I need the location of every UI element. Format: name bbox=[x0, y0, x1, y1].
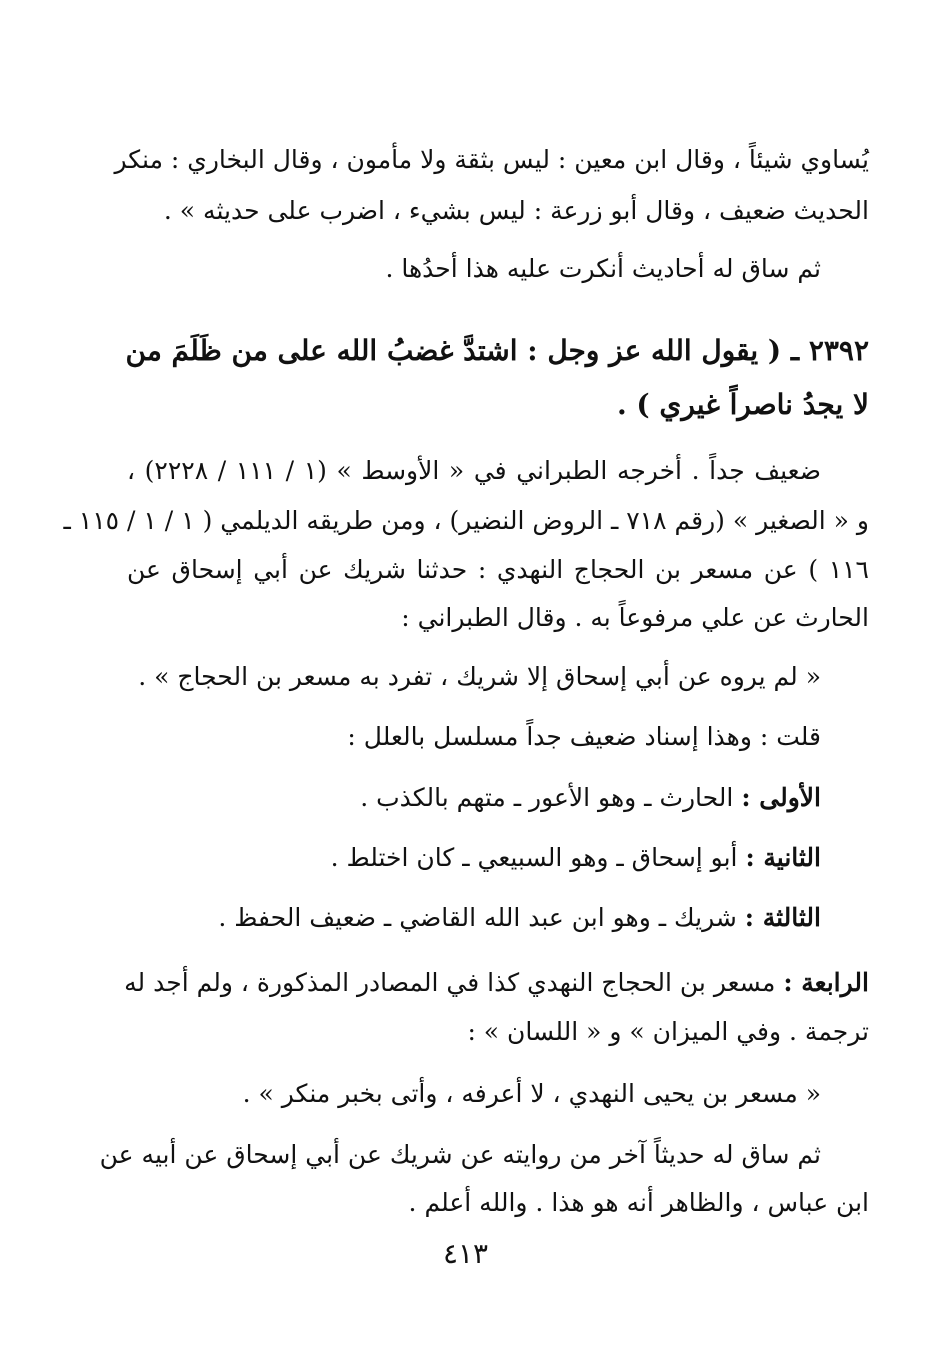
text-line: ابن عباس ، والظاهر أنه هو هذا . والله أعلم . bbox=[408, 1188, 869, 1217]
text-line: الحارث عن علي مرفوعاً به . وقال الطبراني : bbox=[401, 603, 869, 632]
defect-text: شريك ـ وهو ابن عبد الله القاضي ـ ضعيف الحفظ . bbox=[218, 903, 737, 932]
text-line: ترجمة . وفي الميزان » و « اللسان » : bbox=[467, 1017, 869, 1046]
quotation-line: « مسعر بن يحيى النهدي ، لا أعرفه ، وأتى بخبر منكر » . bbox=[242, 1079, 821, 1108]
text-line: ١١٦ ) عن مسعر بن الحجاج النهدي : حدثنا شريك عن أبي إسحاق عن bbox=[127, 555, 869, 584]
defect-label: الأولى : bbox=[741, 783, 821, 812]
defect-label: الثالثة : bbox=[744, 903, 821, 932]
page-number: ٤١٣ bbox=[442, 1237, 489, 1270]
text-line: ثم ساق له أحاديث أنكرت عليه هذا أحدُها . bbox=[385, 254, 821, 283]
text-line: ثم ساق له حديثاً آخر من روايته عن شريك عن أبي إسحاق عن أبيه عن bbox=[99, 1140, 821, 1169]
text-line: قلت : وهذا إسناد ضعيف جداً مسلسل بالعلل : bbox=[347, 722, 821, 751]
defect-item bbox=[127, 845, 821, 870]
defect-label: الثانية : bbox=[745, 843, 821, 872]
defect-text: الحارث ـ وهو الأعور ـ متهم بالكذب . bbox=[360, 783, 734, 812]
defect-item bbox=[127, 785, 821, 810]
text-line: الحديث ضعيف ، وقال أبو زرعة : ليس بشيء ، اضرب على حديثه » . bbox=[163, 196, 869, 225]
defect-item bbox=[127, 905, 821, 930]
defect-item bbox=[124, 968, 869, 997]
defect-text: مسعر بن الحجاج النهدي كذا في المصادر المذكورة ، ولم أجد له bbox=[124, 968, 776, 997]
hadith-heading-line: ٢٣٩٢ ـ ( يقول الله عز وجل : اشتدَّ غضبُ الله على من ظَلَمَ من bbox=[125, 334, 869, 367]
text-line: ضعيف جداً . أخرجه الطبراني في « الأوسط » (١ / ١١١ / ٢٢٢٨) ، bbox=[127, 456, 821, 485]
text-line: و « الصغير » (رقم ٧١٨ ـ الروض النضير) ، ومن طريقه الديلمي ( ١ / ١ / ١١٥ ـ bbox=[63, 506, 869, 535]
text-line: يُساوي شيئاً ، وقال ابن معين : ليس بثقة ولا مأمون ، وقال البخاري : منكر bbox=[114, 145, 869, 174]
defect-text: أبو إسحاق ـ وهو السبيعي ـ كان اختلط . bbox=[330, 843, 738, 872]
quotation-line: « لم يروه عن أبي إسحاق إلا شريك ، تفرد به مسعر بن الحجاج » . bbox=[138, 662, 821, 691]
hadith-heading-line: لا يجدُ ناصراً غيري ) . bbox=[616, 388, 869, 421]
defect-label: الرابعة : bbox=[783, 968, 869, 997]
